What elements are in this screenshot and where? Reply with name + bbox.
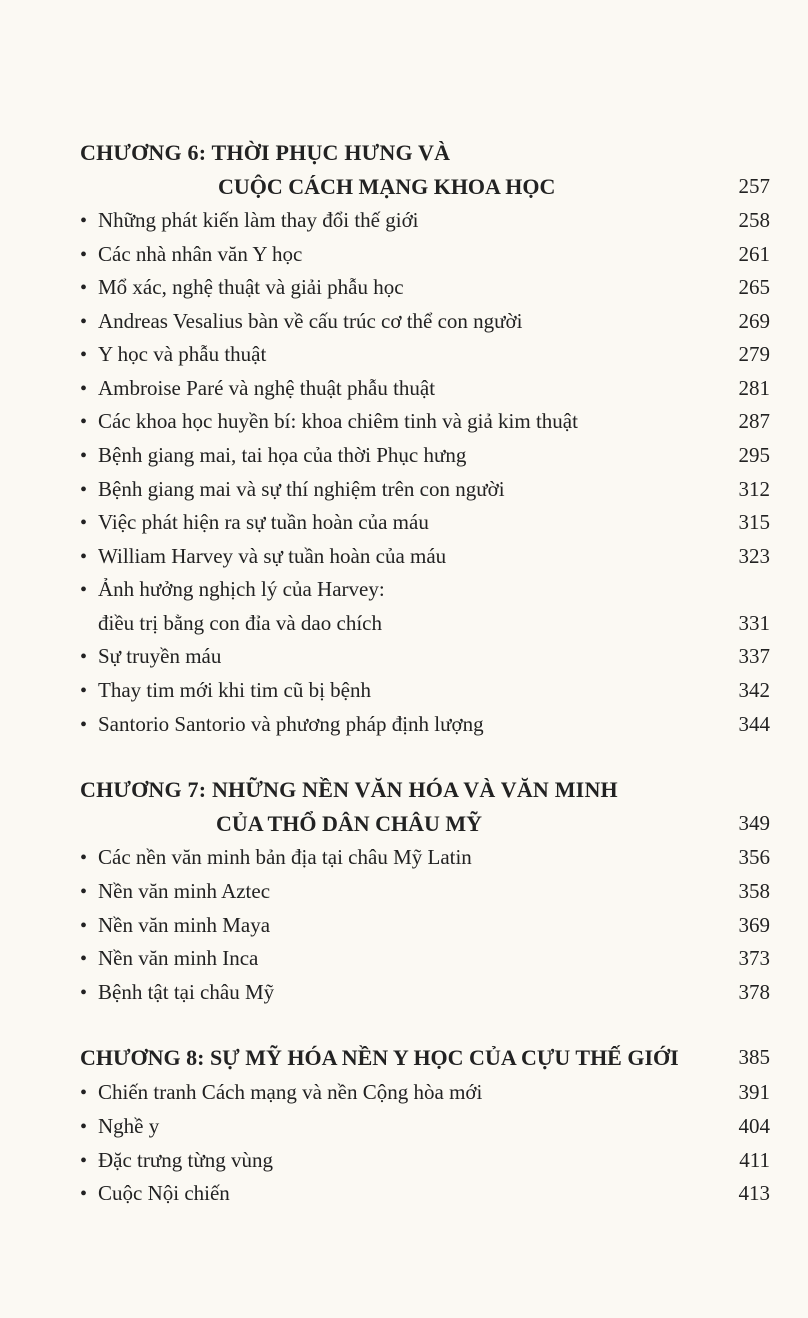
bullet-icon: • [80,1150,88,1172]
toc-entry [80,1080,770,1105]
entry-title: Đặc trưng từng vùng [98,1148,273,1172]
bullet-icon: • [80,579,88,601]
entry-page: 358 [738,879,770,903]
toc-entry [80,879,770,904]
entry-page: 269 [738,309,770,333]
toc-entry [80,443,770,468]
entry-title: Cuộc Nội chiến [98,1181,230,1205]
entry-title: Mổ xác, nghệ thuật và giải phẫu học [98,275,404,299]
bullet-icon: • [80,714,88,736]
bullet-icon: • [80,378,88,400]
toc-entry [80,845,770,870]
bullet-icon: • [80,344,88,366]
chapter-7-subtitle: CỦA THỔ DÂN CHÂU MỸ [216,811,483,836]
toc-entry [80,980,770,1005]
entry-page: 337 [738,644,770,668]
entry-page: 373 [738,946,770,970]
chapter-6-title: CHƯƠNG 6: THỜI PHỤC HƯNG VÀ [80,140,451,165]
chapter-8-title-row [80,1045,770,1071]
toc-entry [80,1181,770,1206]
entry-title: Nền văn minh Aztec [98,879,271,903]
toc-entry [80,208,770,233]
toc-entry [80,1114,770,1139]
bullet-icon: • [80,546,88,568]
entry-title: Nghề y [98,1114,160,1138]
bullet-icon: • [80,948,88,970]
entry-page: 315 [738,510,770,534]
bullet-icon: • [80,1116,88,1138]
bullet-icon: • [80,512,88,534]
bullet-icon: • [80,277,88,299]
toc-entry [80,376,770,401]
bullet-icon: • [80,982,88,1004]
bullet-icon: • [80,847,88,869]
toc-entry [80,544,770,569]
entry-title: Nền văn minh Inca [98,946,259,970]
toc-entry [80,242,770,267]
entry-page: 391 [738,1080,770,1104]
entry-page: 411 [739,1148,770,1172]
chapter-7-page: 349 [738,811,770,835]
bullet-icon: • [80,915,88,937]
entry-page: 369 [738,913,770,937]
toc-entry [80,913,770,938]
entry-title: Những phát kiến làm thay đổi thế giới [98,208,419,232]
entry-page: 323 [738,544,770,568]
toc-entry [80,712,770,737]
entry-title: Các khoa học huyền bí: khoa chiêm tinh và giả kim thuật [98,409,578,433]
entry-title: Chiến tranh Cách mạng và nền Cộng hòa mới [98,1080,483,1104]
entry-page: 281 [738,376,770,400]
entry-title: Ambroise Paré và nghệ thuật phẫu thuật [98,376,436,400]
bullet-icon: • [80,411,88,433]
entry-title: Nền văn minh Maya [98,913,271,937]
entry-page: 356 [738,845,770,869]
entry-page: 312 [738,477,770,501]
entry-title: Ảnh hưởng nghịch lý của Harvey: [98,577,385,601]
chapter-6-subtitle-row [80,174,770,200]
entry-title: Sự truyền máu [98,644,222,668]
entry-page: 344 [738,712,770,736]
toc-entry [80,1148,770,1173]
toc-entry [80,409,770,434]
entry-page: 295 [738,443,770,467]
entry-page: 279 [738,342,770,366]
chapter-8-title: CHƯƠNG 8: SỰ MỸ HÓA NỀN Y HỌC CỦA CỰU THẾ GIỚI [80,1045,679,1070]
toc-entry [80,678,770,703]
toc-entry [80,577,770,602]
entry-title: Y học và phẫu thuật [98,342,267,366]
bullet-icon: • [80,646,88,668]
entry-title: Thay tim mới khi tim cũ bị bệnh [98,678,371,702]
entry-title: Việc phát hiện ra sự tuần hoàn của máu [98,510,429,534]
bullet-icon: • [80,445,88,467]
toc-entry [80,477,770,502]
bullet-icon: • [80,881,88,903]
entry-page: 261 [738,242,770,266]
entry-title: Các nền văn minh bản địa tại châu Mỹ Latin [98,845,472,869]
bullet-icon: • [80,244,88,266]
entry-page: 265 [738,275,770,299]
toc-entry [80,644,770,669]
chapter-8-page: 385 [738,1045,770,1069]
entry-page: 413 [738,1181,770,1205]
bullet-icon: • [80,1183,88,1205]
entry-page: 378 [738,980,770,1004]
entry-page: 287 [738,409,770,433]
toc-entry [80,510,770,535]
chapter-7-title: CHƯƠNG 7: NHỮNG NỀN VĂN HÓA VÀ VĂN MINH [80,777,618,802]
toc-entry [80,275,770,300]
entry-title: William Harvey và sự tuần hoàn của máu [98,544,447,568]
entry-page: 258 [738,208,770,232]
entry-title: Các nhà nhân văn Y học [98,242,303,266]
entry-title: Bệnh giang mai và sự thí nghiệm trên con người [98,477,505,501]
toc-entry-continued [80,611,770,636]
bullet-icon: • [80,479,88,501]
bullet-icon: • [80,1082,88,1104]
chapter-6-page: 257 [738,174,770,198]
chapter-6-subtitle: CUỘC CÁCH MẠNG KHOA HỌC [218,174,556,199]
chapter-7-subtitle-row [80,811,770,837]
entry-page: 404 [738,1114,770,1138]
toc-entry [80,309,770,334]
entry-title: Santorio Santorio và phương pháp định lượng [98,712,484,736]
entry-title: điều trị bằng con đỉa và dao chích [98,611,382,635]
entry-title: Bệnh tật tại châu Mỹ [98,980,275,1004]
entry-title: Bệnh giang mai, tai họa của thời Phục hưng [98,443,467,467]
entry-page: 331 [738,611,770,635]
bullet-icon: • [80,680,88,702]
bullet-icon: • [80,311,88,333]
entry-page: 342 [738,678,770,702]
bullet-icon: • [80,210,88,232]
entry-title: Andreas Vesalius bàn về cấu trúc cơ thể con người [98,309,523,333]
toc-entry [80,342,770,367]
toc-entry [80,946,770,971]
